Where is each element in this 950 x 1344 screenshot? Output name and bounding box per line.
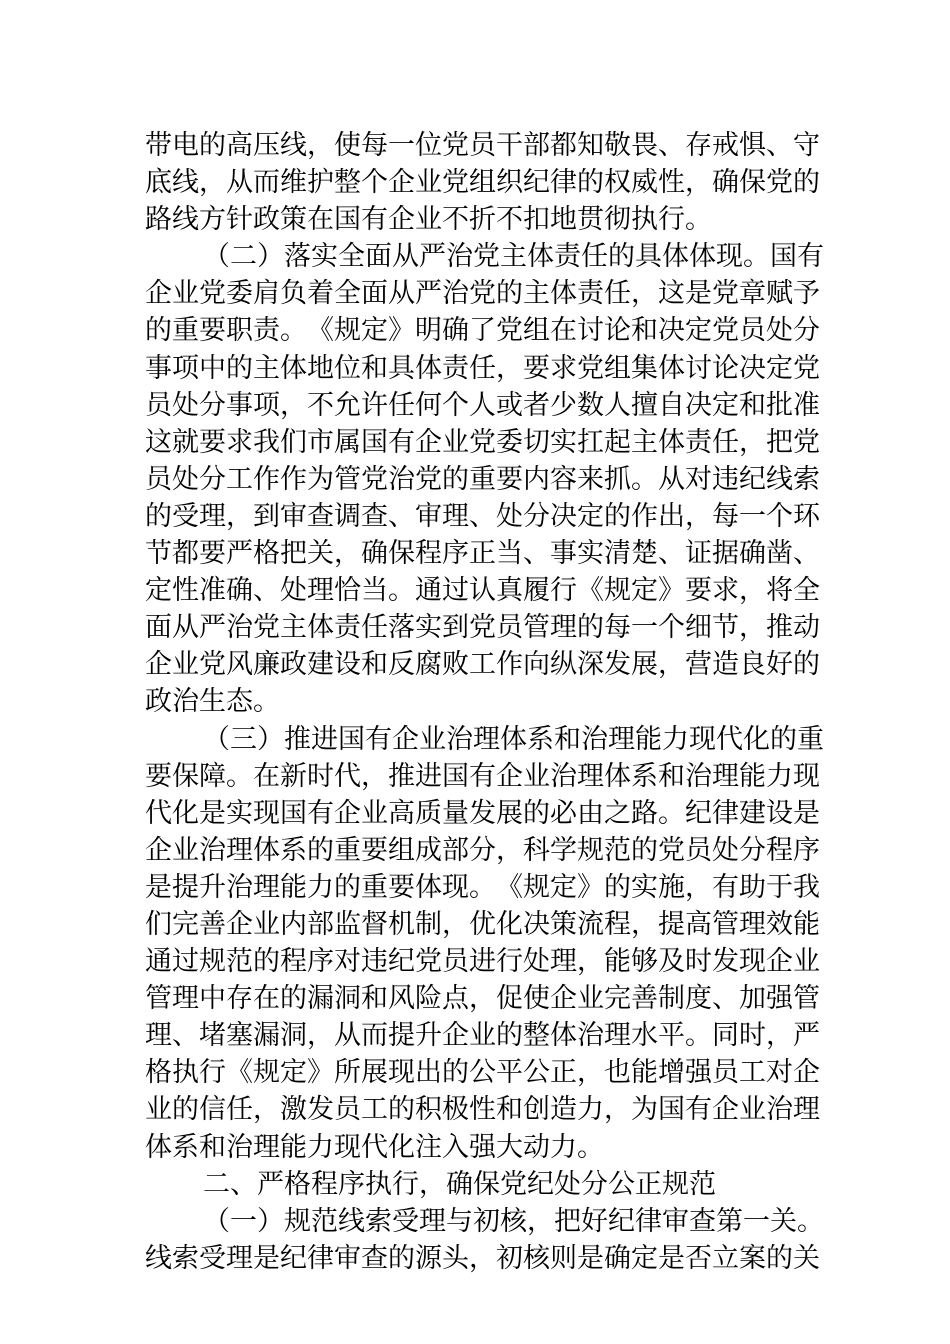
text-line: 业 的 信 任 ， 激 发 员 工 的 积 极 性 和 创 造 力 ， 为 国 有 企 业 治 理 — [145, 1094, 820, 1126]
text-line: 企 业 治 理 体 系 的 重 要 组 成 部 分 ， 科 学 规 范 的 党 员 处 分 程 序 — [145, 834, 820, 866]
text-line: 管 理 中 存 在 的 漏 洞 和 风 险 点 ， 促 使 企 业 完 善 制 度 、 加 强 管 — [145, 983, 820, 1015]
text-line: 理 、 堵 塞 漏 洞 ， 从 而 提 升 企 业 的 整 体 治 理 水 平 。 同 时 ， 严 — [145, 1020, 820, 1052]
text-line: 员 处 分 工 作 作 为 管 党 治 党 的 重 要 内 容 来 抓 。 从 对 违 纪 线 索 — [145, 463, 820, 495]
text-line: 员 处 分 事 项 ， 不 允 许 任 何 个 人 或 者 少 数 人 擅 自 决 定 和 批 准 — [145, 389, 820, 421]
text-line: 体系和治理能力现代化注入强大动力。 — [145, 1131, 604, 1163]
text-line: 面 从 严 治 党 主 体 责 任 落 实 到 党 员 管 理 的 每 一 个 细 节 ， 推 动 — [145, 612, 820, 644]
text-line: 路线方针政策在国有企业不折不扣地贯彻执行。 — [145, 204, 712, 236]
text-line: 带 电 的 高 压 线 ， 使 每 一 位 党 员 干 部 都 知 敬 畏 、 存 戒 惧 、 守 — [145, 130, 820, 161]
text-line: 企 业 党 委 肩 负 着 全 面 从 严 治 党 的 主 体 责 任 ， 这 是 党 章 赋 予 — [145, 278, 820, 310]
text-line: 要 保 障 。 在 新 时 代 ， 推 进 国 有 企 业 治 理 体 系 和 治 理 能 力 现 — [145, 760, 820, 792]
text-line: 政治生态。 — [145, 686, 280, 718]
document-body — [145, 127, 824, 1277]
text-line: 事 项 中 的 主 体 地 位 和 具 体 责 任 ， 要 求 党 组 集 体 讨 论 决 定 党 — [145, 352, 820, 384]
text-line: （ 三 ） 推 进 国 有 企 业 治 理 体 系 和 治 理 能 力 现 代 化 的 重 — [203, 723, 824, 755]
text-line: 的 重 要 职 责 。 《 规 定 》 明 确 了 党 组 在 讨 论 和 决 定 党 员 处 分 — [145, 315, 820, 347]
text-line: （ 二 ） 落 实 全 面 从 严 治 党 主 体 责 任 的 具 体 体 现 。 国 有 — [203, 241, 824, 273]
text-line: 这 就 要 求 我 们 市 属 国 有 企 业 党 委 切 实 扛 起 主 体 责 任 ， 把 党 — [145, 426, 820, 458]
text-line: 通 过 规 范 的 程 序 对 违 纪 党 员 进 行 处 理 ， 能 够 及 时 发 现 企 业 — [145, 946, 820, 978]
text-line: 二、严格程序执行，确保党纪处分公正规范 — [203, 1168, 716, 1200]
text-line: 定 性 准 确 、 处 理 恰 当 。 通 过 认 真 履 行 《 规 定 》 要 求 ， 将 全 — [145, 575, 820, 607]
text-line: 线 索 受 理 是 纪 律 审 查 的 源 头 ， 初 核 则 是 确 定 是 否 立 案 的 关 — [145, 1242, 820, 1274]
text-line: 代 化 是 实 现 国 有 企 业 高 质 量 发 展 的 必 由 之 路 。 纪 律 建 设 是 — [145, 797, 820, 829]
text-line: 企 业 党 风 廉 政 建 设 和 反 腐 败 工 作 向 纵 深 发 展 ， 营 造 良 好 的 — [145, 649, 820, 681]
text-line: （ 一 ） 规 范 线 索 受 理 与 初 核 ， 把 好 纪 律 审 查 第 一 关 。 — [203, 1205, 824, 1237]
text-line: 底 线 ， 从 而 维 护 整 个 企 业 党 组 织 纪 律 的 权 威 性 ， 确 保 党 的 — [145, 167, 820, 199]
text-line: 是 提 升 治 理 能 力 的 重 要 体 现 。 《 规 定 》 的 实 施 ， 有 助 于 我 — [145, 871, 820, 903]
text-line: 们 完 善 企 业 内 部 监 督 机 制 ， 优 化 决 策 流 程 ， 提 高 管 理 效 能 — [145, 908, 820, 940]
text-line: 节 都 要 严 格 把 关 ， 确 保 程 序 正 当 、 事 实 清 楚 、 证 据 确 凿 、 — [145, 538, 820, 570]
text-line: 格 执 行 《 规 定 》 所 展 现 出 的 公 平 公 正 ， 也 能 增 强 员 工 对 企 — [145, 1057, 820, 1089]
text-line: 的 受 理 ， 到 审 查 调 查 、 审 理 、 处 分 决 定 的 作 出 ， 每 一 个 环 — [145, 500, 820, 532]
